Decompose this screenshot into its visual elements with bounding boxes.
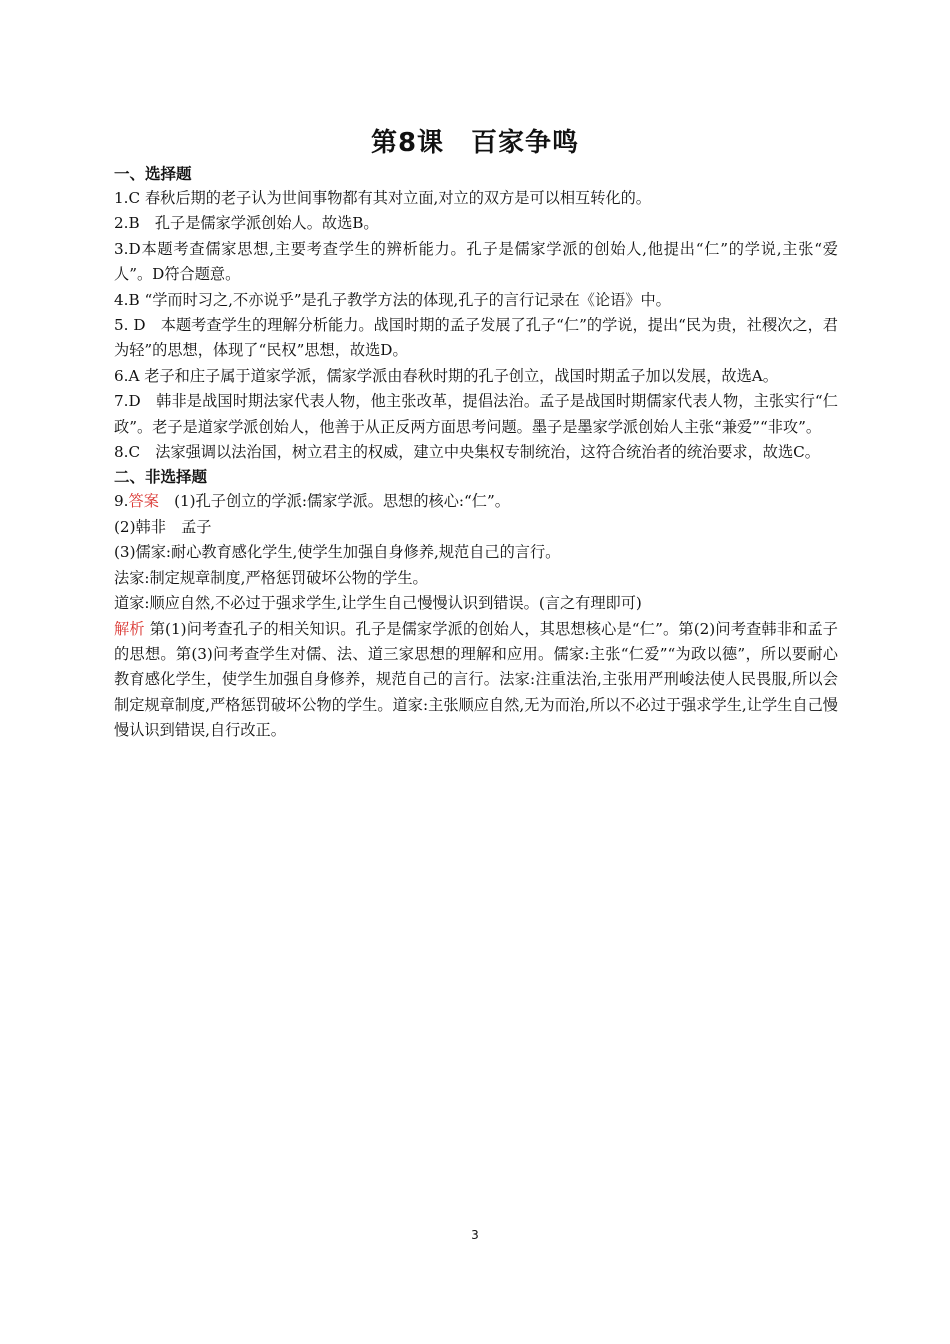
section-heading-nonchoice: 二、非选择题 [114, 468, 208, 487]
answer-item-8: 8.C 法家强调以法治国，树立君主的权威，建立中央集权专制统治，这符合统治者的统治要求，故选C。 [114, 443, 820, 462]
answer-item-3: 3.D本题考查儒家思想,主要考查学生的辨析能力。孔子是儒家学派的创始人,他提出“仁”的学说,主张“爱人”。D符合题意。 [114, 239, 838, 284]
answer-part-2: (2)韩非 孟子 [114, 517, 212, 536]
analysis-label: 解析 [114, 619, 145, 638]
page-title: 第8课 百家争鸣 [370, 128, 580, 158]
analysis-paragraph [114, 617, 838, 744]
answer-item-7: 7.D 韩非是战国时期法家代表人物，他主张改革，提倡法治。孟子是战国时期儒家代表人物，主张实行“仁政”。老子是道家学派创始人，他善于从正反两方面思考问题。墨子是墨家学派创始人主张“兼爱”“非攻”。 [114, 392, 838, 436]
answer-item-1: 1.C 春秋后期的老子认为世间事物都有其对立面,对立的双方是可以相互转化的。 [114, 189, 651, 207]
answer-item-2: 2.B 孔子是儒家学派创始人。故选B。 [114, 214, 379, 233]
analysis-text: 第(1)问考查孔子的相关知识。孔子是儒家学派的创始人，其思想核心是“仁”。第(2)问考查韩非和孟子的思想。第(3)问考查学生对儒、法、道三家思想的理解和应用。儒家:主张“仁爱”“为政以德”，所以要耐心教育感化学生，使学生加强自身修养，规范自己的言行。法家:注重法治,主张用严刑峻法使人民畏服,所以会制定规章制度,严格惩罚破坏公物的学生。道家:主张顺应自然,无为而治,所以不必过于强求学生,让学生自己慢慢认识到错误,自行改正。 [114, 619, 838, 740]
page-number: 3 [471, 1228, 479, 1242]
answer-item-4: 4.B “学而时习之,不亦说乎”是孔子教学方法的体现,孔子的言行记录在《论语》中。 [114, 290, 671, 309]
answer-daojia: 道家:顺应自然,不必过于强求学生,让学生自己慢慢认识到错误。(言之有理即可) [114, 594, 642, 613]
answer-item-6: 6.A 老子和庄子属于道家学派，儒家学派由春秋时期的孔子创立，战国时期孟子加以发展，故选A。 [114, 366, 778, 385]
answer-part-3: (3)儒家:耐心教育感化学生,使学生加强自身修养,规范自己的言行。 [114, 543, 561, 562]
answer-item-5: 5. D 本题考查学生的理解分析能力。战国时期的孟子发展了孔子“仁”的学说，提出“民为贵，社稷次之，君为轻”的思想，体现了“民权”思想，故选D。 [114, 316, 838, 360]
q9-number: 9. [114, 492, 129, 511]
section-heading-choice: 一、选择题 [114, 165, 192, 183]
answer-label: 答案 [128, 492, 159, 511]
q9-answer-line [114, 489, 838, 514]
answer-fajia: 法家:制定规章制度,严格惩罚破坏公物的学生。 [114, 568, 428, 587]
answer-part-1: (1)孔子创立的学派:儒家学派。思想的核心:“仁”。 [158, 492, 510, 511]
document-body [114, 162, 838, 744]
